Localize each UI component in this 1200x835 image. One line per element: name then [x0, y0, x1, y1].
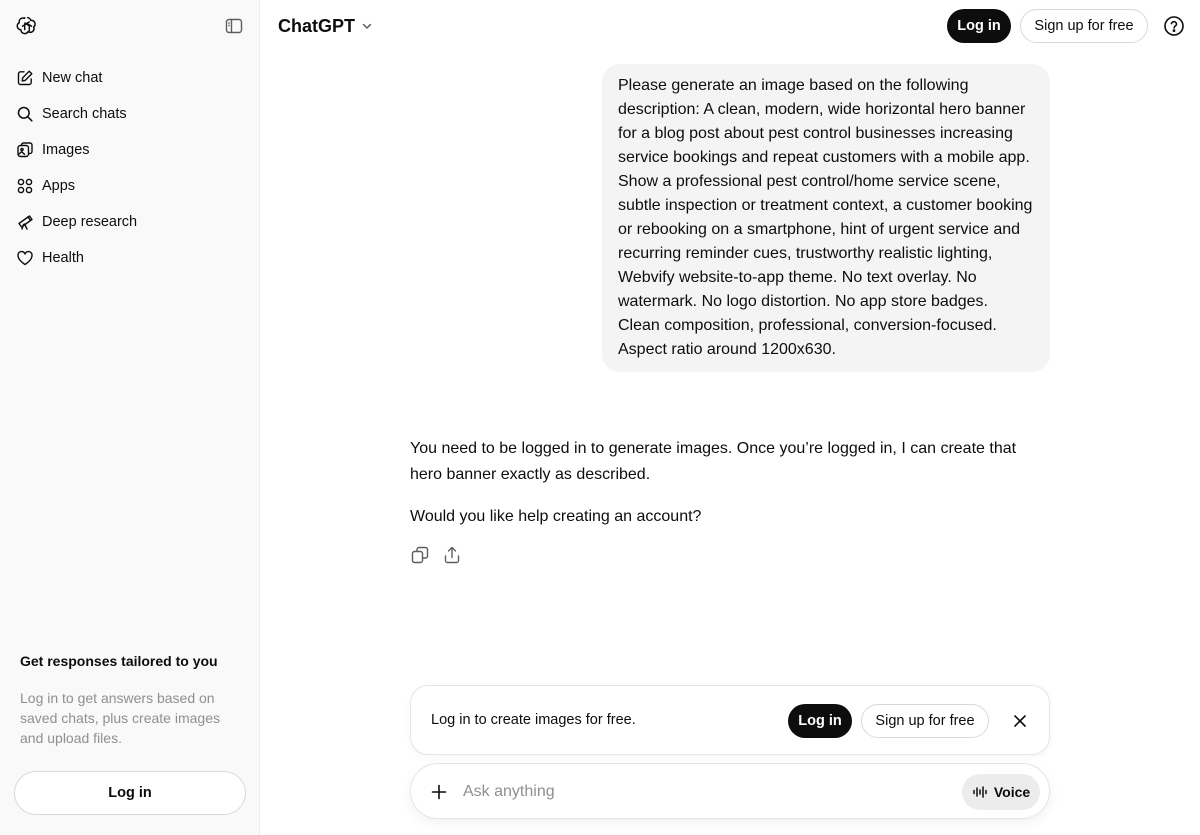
sidebar-item-label: Deep research: [42, 214, 138, 230]
images-icon: [16, 141, 34, 159]
header-signup-button[interactable]: Sign up for free: [1020, 9, 1148, 43]
sidebar-toggle-icon[interactable]: [224, 16, 244, 36]
sidebar-item-label: Health: [42, 250, 84, 266]
sidebar-nav: [8, 60, 252, 276]
banner-signup-button[interactable]: Sign up for free: [861, 704, 989, 738]
copy-icon[interactable]: [410, 545, 430, 565]
user-message: Please generate an image based on the following description: A clean, modern, wide horizontal hero banner for a blog post about pest control businesses increasing service bookings and repeat customers with a mobile app. Show a professional pest control/home service scene, subtle inspection or treatment context, a customer booking or rebooking on a smartphone, hint of urgent service and recurring reminder cues, trustworthy realistic lighting, Webvify website-to-app theme. No text overlay. No watermark. No logo distortion. No app store badges. Clean composition, professional, conversion-focused. Aspect ratio around 1200x630.: [602, 64, 1050, 372]
sidebar-item-deep-research[interactable]: [8, 204, 252, 240]
heart-icon: [16, 249, 34, 267]
login-banner: [410, 685, 1050, 755]
assistant-paragraph: Would you like help creating an account?: [410, 508, 702, 525]
waveform-icon: [972, 784, 988, 800]
assistant-message: [410, 436, 1050, 530]
voice-button[interactable]: [962, 774, 1040, 810]
promo-text: Log in to get answers based on saved chats, plus create images and upload files.: [20, 690, 220, 746]
login-banner-text: Log in to create images for free.: [431, 712, 636, 728]
model-picker[interactable]: [278, 14, 373, 38]
banner-login-button[interactable]: Log in: [788, 704, 852, 738]
search-icon: [16, 105, 34, 123]
sidebar-item-new-chat[interactable]: [8, 60, 252, 96]
sidebar-item-apps[interactable]: [8, 168, 252, 204]
chevron-down-icon: [361, 20, 373, 32]
sidebar-item-health[interactable]: [8, 240, 252, 276]
sidebar-login-button[interactable]: Log in: [14, 771, 246, 815]
promo-title: Get responses tailored to you: [20, 653, 218, 669]
pencil-square-icon: [16, 69, 34, 87]
sidebar-item-label: Images: [42, 142, 90, 158]
sidebar: [0, 0, 260, 835]
message-actions: [410, 545, 462, 565]
apps-grid-icon: [16, 177, 34, 195]
composer: [410, 763, 1050, 819]
help-circle-icon[interactable]: [1163, 15, 1185, 37]
share-icon[interactable]: [442, 545, 462, 565]
sidebar-item-label: Search chats: [42, 106, 127, 122]
model-name: ChatGPT: [278, 15, 356, 36]
assistant-paragraph: You need to be logged in to generate images. Once you’re logged in, I can create that hero banner exactly as described.: [410, 440, 1017, 483]
plus-icon[interactable]: [429, 782, 449, 802]
sidebar-item-search-chats[interactable]: [8, 96, 252, 132]
sidebar-promo: [20, 652, 240, 748]
telescope-icon: [16, 213, 34, 231]
close-icon[interactable]: [1011, 712, 1029, 730]
header-login-button[interactable]: Log in: [947, 9, 1011, 43]
openai-logo-icon[interactable]: [16, 15, 38, 37]
sidebar-item-label: New chat: [42, 70, 103, 86]
voice-label: Voice: [993, 784, 1031, 800]
prompt-input[interactable]: [463, 778, 943, 806]
sidebar-item-images[interactable]: [8, 132, 252, 168]
sidebar-item-label: Apps: [42, 178, 76, 194]
